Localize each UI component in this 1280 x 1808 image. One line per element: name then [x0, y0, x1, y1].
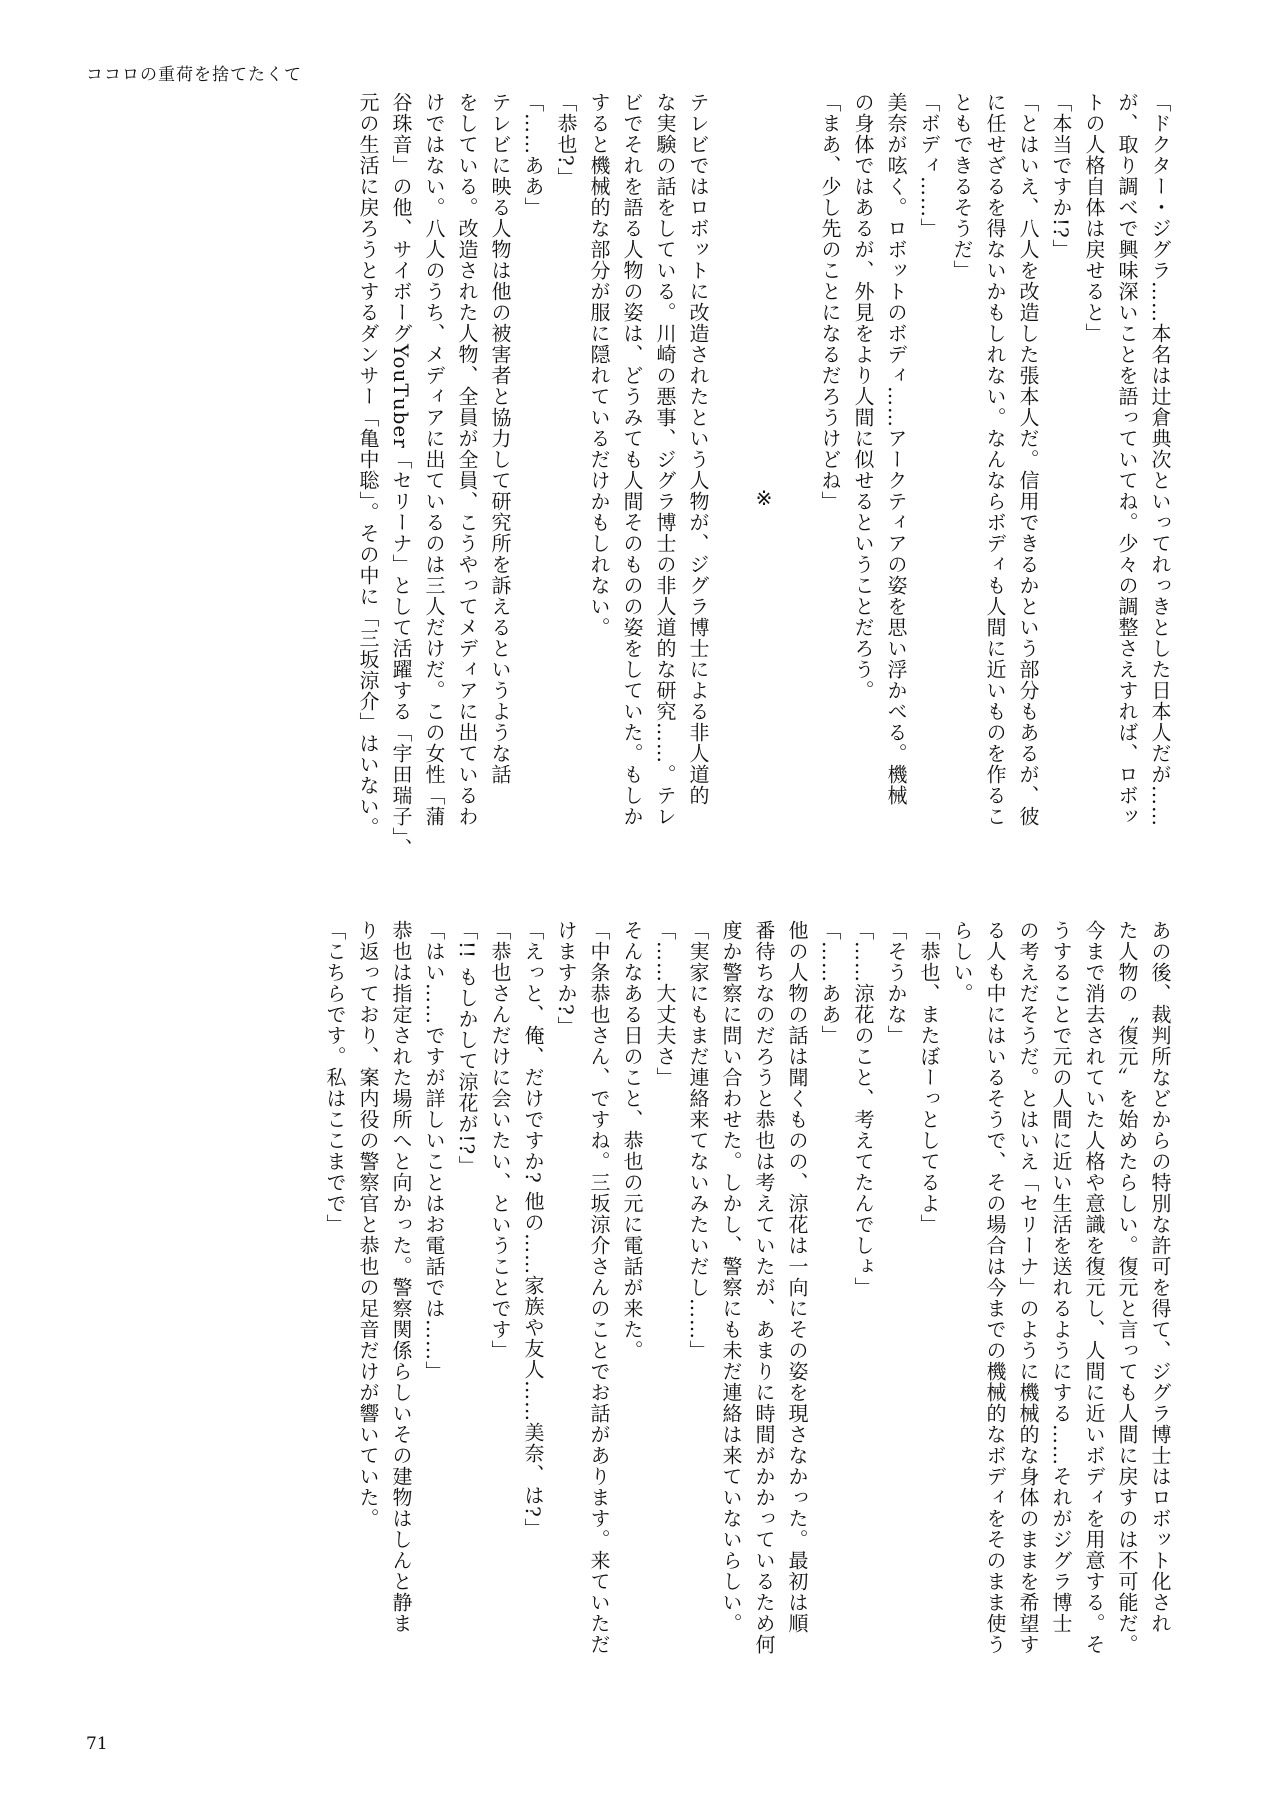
text-line: 「本当ですか!?」 [1049, 92, 1073, 260]
text-line: ともできるそうだ」 [950, 92, 974, 281]
text-line: 「……ああ」 [521, 92, 545, 218]
text-line: けではない。八人のうち、メディアに出ているのは三人だけだ。この女性「蒲 [422, 92, 446, 827]
text-line: が、取り調べで興味深いことを語っていてね。少々の調整さえすれば、ロボッ [1115, 92, 1139, 827]
text-line: 「はい……ですが詳しいことはお電話では……」 [422, 920, 446, 1382]
text-line: た人物の〝復元〟を始めたらしい。復元と言っても人間に戻すのは不可能だ。 [1115, 920, 1139, 1655]
text-line: 「恭也、またぼーっとしてるよ」 [917, 920, 941, 1235]
text-line: 「こちらです。私はここまでで」 [323, 920, 347, 1235]
text-line: けますか?」 [554, 920, 578, 1037]
text-line: に任せざるを得ないかもしれない。なんならボディも人間に近いものを作るこ [983, 92, 1007, 827]
text-block-bottom [120, 920, 1176, 1690]
text-line: うすることで元の人間に近い生活を送れるようにする……それがジグラ博士 [1049, 920, 1073, 1634]
text-line: の考えだそうだ。とはいえ「セリーナ」のように機械的な身体のままを希望す [1016, 920, 1040, 1655]
text-line: 「恭也さんだけに会いたい、ということです」 [488, 920, 512, 1361]
text-line: 「とはいえ、八人を改造した張本人だ。信用できるかという部分もあるが、彼 [1016, 92, 1040, 827]
text-line: 「……大丈夫さ」 [653, 920, 677, 1088]
text-line: あの後、裁判所などからの特別な許可を得て、ジグラ博士はロボット化され [1148, 920, 1172, 1634]
text-line: り返っており、案内役の警察官と恭也の足音だけが響いていた。 [356, 920, 380, 1529]
text-line: らしい。 [950, 920, 974, 1004]
text-line: 「恭也?」 [554, 92, 578, 188]
text-line: 「!! もしかして涼花が!?」 [455, 920, 479, 1177]
page-number: 71 [86, 1734, 108, 1754]
text-line: 今まで消去されていた人格や意識を復元し、人間に近いボディを用意する。そ [1082, 920, 1106, 1655]
text-block-top [120, 92, 1176, 900]
text-line: 番待ちなのだろうと恭也は考えていたが、あまりに時間がかかっているため何 [752, 920, 776, 1655]
text-line: 「ボディ……」 [917, 92, 941, 239]
text-line: 谷珠音」の他、サイボーグYouTuber「セリーナ」として活躍する「宇田瑞子」、 [389, 92, 413, 859]
text-line: 「ドクター・ジグラ……本名は辻倉典次といってれっきとした日本人だが…… [1148, 92, 1172, 827]
text-line: 恭也は指定された場所へと向かった。警察関係らしいその建物はしんと静ま [389, 920, 413, 1634]
text-line: 「……ああ」 [818, 920, 842, 1046]
scene-break-mark: ※ [752, 485, 776, 511]
running-head: ココロの重荷を捨てたくて [86, 65, 302, 85]
text-line: 「中条恭也さん、ですね。三坂涼介さんのことでお話があります。来ていただ [587, 920, 611, 1655]
text-line: 「えっと、俺、だけですか? 他の……家族や友人……美奈、は?」 [521, 920, 545, 1539]
text-line: すると機械的な部分が服に隠れているだけかもしれない。 [587, 92, 611, 638]
text-line: 他の人物の話は聞くものの、涼花は一向にその姿を現さなかった。最初は順 [785, 920, 809, 1634]
text-line: ビでそれを語る人物の姿は、どうみても人間そのものの姿をしていた。もしか [620, 92, 644, 827]
text-line: 度か警察に問い合わせた。しかし、警察にも未だ連絡は来ていないらしい。 [719, 920, 743, 1634]
text-line: 美奈が呟く。ロボットのボディ……アークティアの姿を思い浮かべる。機械 [884, 92, 908, 806]
text-line: そんなある日のこと、恭也の元に電話が来た。 [620, 920, 644, 1361]
text-line: 元の生活に戻ろうとするダンサー「亀中聡」。その中に「三坂涼介」はいない。 [356, 92, 380, 838]
blank-line [780, 92, 813, 900]
blank-line [714, 92, 747, 900]
text-line: 「実家にもまだ連絡来てないみたいだし……」 [686, 920, 710, 1361]
text-line: の身体ではあるが、外見をより人間に似せるということだろう。 [851, 92, 875, 701]
text-line: テレビではロボットに改造されたという人物が、ジグラ博士による非人道的 [686, 92, 710, 806]
text-line: をしている。改造された人物、全員が全員、こうやってメディアに出ているわ [455, 92, 479, 827]
text-line: 「まあ、少し先のことになるだろうけどね」 [818, 92, 842, 512]
text-line: 「そうかな」 [884, 920, 908, 1046]
text-line: る人も中にはいるそうで、その場合は今までの機械的なボディをそのまま使う [983, 920, 1007, 1655]
text-line: テレビに映る人物は他の被害者と協力して研究所を訴えるというような話 [488, 92, 512, 785]
text-line: 「……涼花のこと、考えてたんでしょ」 [851, 920, 875, 1298]
text-line: トの人格自体は戻せると」 [1082, 92, 1106, 344]
text-line: な実験の話をしている。川崎の悪事、ジグラ博士の非人道的な研究……。テレ [653, 92, 677, 827]
